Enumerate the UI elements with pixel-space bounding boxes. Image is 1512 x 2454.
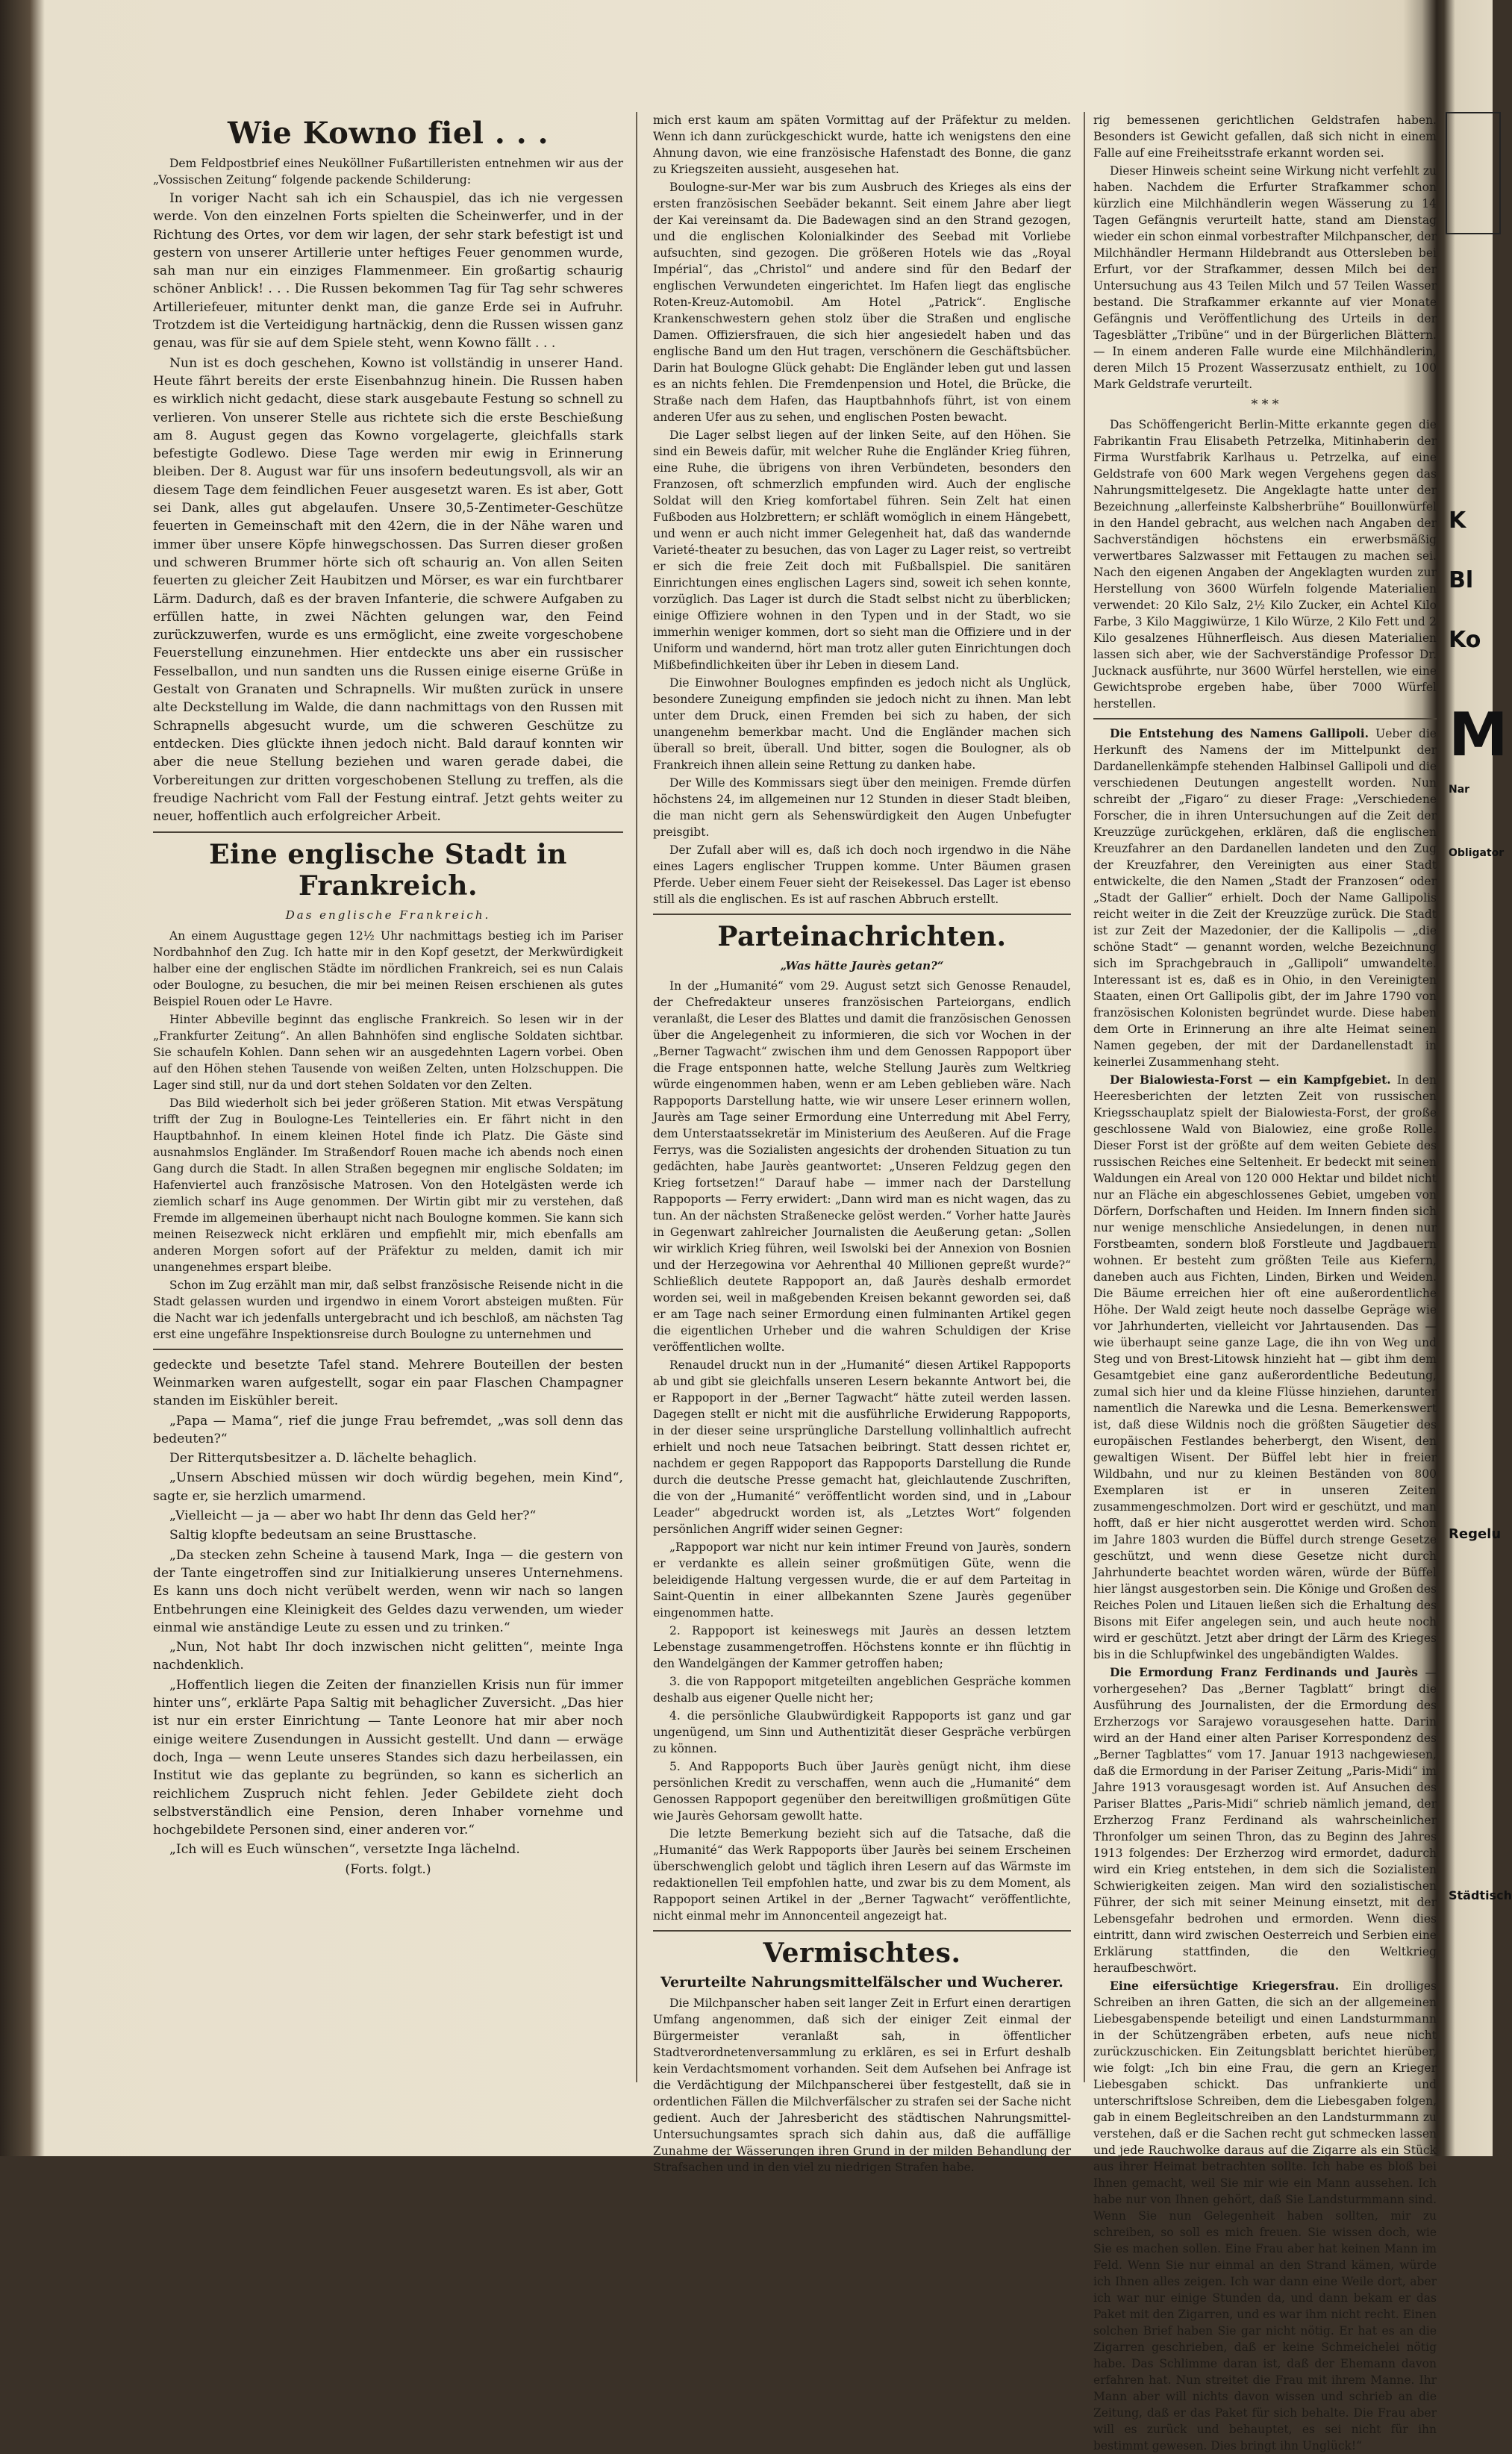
column-2: [653, 112, 1072, 2174]
partei-quote: „Rappoport war nicht nur kein intimer Freund von Jaurès, sondern er verdankte es allein seiner großmütigen Güte, wenn die beleidigende Haltung vergessen wurde, die er auf dem Parteitag in Saint-Quentin in einer allbekannten Szene Jaurès gegenüber eingenommen hatte.: [653, 1540, 1071, 1620]
stadt-paragraph: Der Wille des Kommissars siegt über den meinigen. Fremde dürfen höchstens 24, im allgemeinen nur 12 Stunden in dieser Stadt bleiben, die man nicht gern als Sehenswürdigkeit den Augen Unbefugter preisgibt.: [653, 776, 1071, 839]
stadt-paragraph: Das Bild wiederholt sich bei jeder größeren Station. Mit etwas Verspätung trifft der Zug in Boulogne-Les Teintelleries ein. Er fährt nicht in den Hauptbahnhof. In einem kleinen Hotel finde ich Platz. Die Gäste sind ausnahmslos Engländer. Im Straßendorf Rouen mache ich abends noch einen Gang durch die Stadt. In allen Straßen begegnen mir englische Soldaten; im Hafenviertel auch französische Matrosen. Von den Hotelgästen werde ich ziemlich scharf ins Auge genommen. Der Wirtin gibt mir zu verstehen, daß Fremde im allgemeinen überhaupt nicht nach Boulogne kommen. Sie kann sich meinen Reisezweck nicht erklären und empfiehlt mir, mich ebenfalls am anderen Morgen sofort auf der Präfektur zu melden, damit ich mir unangenehmes erspart bleibe.: [153, 1096, 623, 1274]
novel-paragraph: „Vielleicht — ja — aber wo habt Ihr denn das Geld her?“: [169, 1508, 537, 1524]
stadt-paragraph: Boulogne-sur-Mer war bis zum Ausbruch des Krieges als eins der ersten französischen Seebäder bekannt. Seit einem Jahre aber liegt der Kai vereinsamt da. Die Badewagen sind an den Strand gezogen, und die englischen Kolonialkinder des Seebad mit Vorliebe aufsuchten, sind gezogen. Die größeren Hotels wie das „Royal Impérial“, das „Christol“ und andere sind für den Bedarf der englischen Verwundeten eingerichtet. Im Hafen liegt das englische Roten-Kreuz-Automobil. Am Hotel „Patrick“. Englische Krankenschwestern gehen stolz über die Straßen und englische Damen. Offiziersfrauen, die sich hier angesiedelt haben und das englische Band um den Hut tragen, verschönern die Geschäftsbücher. Darin hat Boulogne Glück gehabt: Die Engländer leben gut und lassen es an nichts fehlen. Die Fremdenpension und Hotel, die Brücke, die Straße nach dem Hafen, das Hauptbahnhofs führt, ist von einem anderen Ufer aus zu sehen, und englischen Posten bewacht.: [653, 181, 1071, 424]
partei-quote: 5. And Rappoports Buch über Jaurès genügt nicht, ihm diese persönlichen Kredit zu verschaffen, wenn auch die „Humanité“ dem Genossen Rappoport gegenüber den bereitwilligen großmütigen Güte wie Jaurès Gehorsam gewollt hatte.: [653, 1760, 1071, 1823]
newspaper-page: [45, 30, 1437, 2453]
partei-quote: 2. Rappoport ist keineswegs mit Jaurès an dessen letztem Lebenstage zusammengetroffen. Höchstens konnte er ihn flüchtig in den Wandelgängen der Kammer getroffen haben;: [653, 1624, 1071, 1671]
fragment-word: Obligator: [1449, 847, 1505, 859]
novel-paragraph: „Unsern Abschied müssen wir doch würdig begehen, mein Kind“, sagte er, sie herzlich umarmend.: [153, 1470, 623, 1504]
fragment-letter: M: [1449, 700, 1508, 769]
section-divider: [153, 1349, 623, 1350]
kowno-paragraph: In voriger Nacht sah ich ein Schauspiel, das ich nie vergessen werde. Von den einzelnen Forts spielten die Scheinwerfer, und in der Richtung des Ortes, vor dem wir lagen, der sehr stark befestigt ist und gestern von unserer Artillerie unter heftiges Feuer genommen wurde, sah man nur ein einziges Flammenmeer. Ein großartig schaurig schöner Anblick! . . . Die Russen bekommen Tag für Tag sehr schweres Artilleriefeuer, mitunter denkt man, die ganze Erde sei in Aufruhr. Trotzdem ist die Verteidigung hartnäckig, denn die Russen wissen ganz genau, was für sie auf dem Spiele steht, wenn Kowno fällt . . .: [153, 191, 623, 352]
adjacent-page-fragment: [1444, 45, 1512, 2135]
stadt-paragraph: Die Einwohner Boulognes empfinden es jedoch nicht als Unglück, besondere Zuneigung empfinden sie jedoch nicht zu ihnen. Man lebt unter dem Druck, einen Fremden bei sich zu haben, der sich unangenehm bemerkbar macht. Und die Engländer machen sich überall so breit, überall. Und bitter, sogen die Boulogner, als ob Frankreich ihnen allein seine Rettung zu danken habe.: [653, 676, 1071, 772]
continued-note: (Forts. folgt.): [345, 1861, 431, 1877]
stadt-continued: mich erst kaum am späten Vormittag auf der Präfektur zu melden. Wenn ich dann zurückgeschickt wurde, hatte ich wenigstens den eine Ahnung davon, wie eine französische Hafenstadt des Bonne, die ganz zu Kriegszeiten aussieht, ausgesehen hat.: [653, 113, 1071, 176]
kowno-intro: Dem Feldpostbrief eines Neuköllner Fußartilleristen entnehmen wir aus der „Vossischen Zeitung“ folgende packende Schilderung:: [153, 157, 623, 187]
kowno-paragraph: Nun ist es doch geschehen, Kowno ist vollständig in unserer Hand. Heute fährt bereits der erste Eisenbahnzug hinein. Die Russen haben es wirklich nicht gedacht, diese stark ausgebaute Festung so schnell zu verlieren. Von unserer Stelle aus richtete sich die erste Beschießung am 8. August gegen das Kowno vorgelagerte, gleichfalls stark befestigte Godlewo. Diese Tage werden mir ewig in Erinnerung bleiben. Der 8. August war für uns insofern bedeutungsvoll, als wir an diesem Tage dem feindlichen Feuer ausgesetzt waren. Es ist aber, Gott sei Dank, alles gut abgelaufen. Unsere 30,5-Zentimeter-Geschütze feuerten in Gemeinschaft mit den 42ern, die in der Nähe waren und immer über unsere Köpfe hinwegschossen. Das Surren dieser großen und schweren Brummer hörte sich oft schaurig an. Von allen Seiten feuerten zu gleicher Zeit Haubitzen und Mörser, es war ein furchtbarer Lärm. Dadurch, daß es der braven Infanterie, die schwere Aufgaben zu erfüllen hatte, in zwei Nächten gelungen war, den Feind zurückzuwerfen, wurde es uns ermöglicht, eine zweite vorgeschobene Feuerstellung einzunehmen. Hier entdeckte uns aber ein russischer Fesselballon, und nun sandten uns die Russen einige eiserne Grüße in Gestalt von Granaten und Schrapnells. Wir mußten zurück in unsere alte Deckstellung im Walde, die dann nachmittags von den Russen mit Schrapnells abgesucht wurde, um die schweren Geschütze zu entdecken. Dies glückte ihnen jedoch nicht. Bald darauf konnten wir aber die neue Stellung beziehen und waren gerade dabei, die Vorbereitungen zur dritten vorgeschobenen Stellung zu treffen, als die freudige Nachricht vom Fall der Festung eintraf. Jetzt gehts weiter zu neuer, hoffentlich auch erfolgreicher Arbeit.: [153, 355, 623, 825]
novel-paragraph: „Papa — Mama“, rief die junge Frau befremdet, „was soll denn das bedeuten?“: [153, 1413, 623, 1446]
gallipoli-heading: Die Entstehung des Namens Gallipoli.: [1110, 726, 1369, 741]
column-3: [1093, 112, 1437, 2453]
column-rule: [636, 112, 637, 2082]
partei-quote: 4. die persönliche Glaubwürdigkeit Rappoports ist ganz und gar ungenügend, um Sinn und Authentizität dieser Gespräche verbürgen zu können.: [653, 1709, 1071, 1756]
novel-paragraph: gedeckte und besetzte Tafel stand. Mehrere Bouteillen der besten Weinmarken waren aufgestellt, sogar ein paar Flaschen Champagner standen im Eiskühler bereit.: [153, 1357, 623, 1409]
fragment-letter: Ko: [1449, 627, 1481, 653]
fragment-word: Städtisch: [1449, 1888, 1512, 1902]
ad-box: [1446, 112, 1501, 234]
stadt-paragraph: Schon im Zug erzählt man mir, daß selbst französische Reisende nicht in die Stadt gelassen wurden und irgendwo in einem Vorort absteigen mußten. Für die Nacht war ich jedenfalls untergebracht und ich beschloß, am nächsten Tag erst eine ungefähre Inspektionsreise durch Boulogne zu unternehmen und: [153, 1278, 623, 1341]
stadt-paragraph: Die Lager selbst liegen auf der linken Seite, auf den Höhen. Sie sind ein Beweis dafür, mit welcher Ruhe die Engländer Krieg führen, eine Ruhe, die übrigens von ihren Verbündeten, besonders den Franzosen, oft schmerzlich empfunden wird. Auch der englische Soldat will den Krieg komfortabel führen. Sein Zelt hat einen Fußboden aus Holzbrettern; er schläft womöglich in einem Hängebett, und wenn er auch nicht immer Gelegenheit hat, daß das wandernde Varieté-theater zu besuchen, das von Lager zu Lager reist, so vertreibt er sich die freie Zeit doch mit Fußballspiel. Die sanitären Einrichtungen eines englischen Lagers sind, soweit ich sehen konnte, vorzüglich. Das Lager ist durch die Stadt selbst nicht zu überblicken; einige Offiziere wohnen in den Typen und in der Stadt, wo sie immerhin weniger kommen, dort so sieht man die Offiziere und in der Uniform und wandernd, hört man trotz aller guten Einrichtungen doch Mißbefindlichkeiten über ihr Leben in diesem Land.: [653, 428, 1071, 672]
fragment-letter: Bl: [1449, 567, 1474, 593]
column-rule: [1084, 112, 1085, 2082]
novel-paragraph: „Ich will es Euch wünschen“, versetzte Inga lächelnd.: [169, 1842, 520, 1858]
partei-quote: 3. die von Rappoport mitgeteilten angeblichen Gespräche kommen deshalb aus eigener Quelle nicht her;: [653, 1675, 1071, 1705]
gallipoli-text: Ueber die Herkunft des Namens der im Mittelpunkt der Dardanellenkämpfe stehenden Halbinsel Gallipoli und die verschiedenen Deutungen angestellt worden. Nun schreibt der „Figaro“ zu dieser Frage: „Verschiedene Forscher, die in ihren Untersuchungen auf die Zeit der Kreuzzüge zurückgehen, erklären, daß die englischen Kreuzfahrer an den Dardanellen landeten und den Zug der Kreuzfahrer, den Vereinigten aus einer Stadt entwickelte, die den Namen „Stadt der Franzosen“ oder „Stadt der Gallier“ erhielt. Doch der Name Gallipolis reicht weiter in die Zeit der Kreuzzüge zurück. Die Stadt ist zur Zeit der Mazedonier, der die Kallipolis — „die schöne Stadt“ — genannt worden, welche Bezeichnung sich im Sprachgebrauch in „Gallipoli“ umwandelte. Interessant ist es, daß es in Ohio, in den Vereinigten Staaten, einen Ort Gallipolis gibt, der im Jahre 1790 von französischen Kolonisten begründet wurde. Diese haben dem Orte in Erinnerung an ihre alte Heimat seinen Namen gegeben, der mit der Dardanellenstadt in keinerlei Zusammenhang steht.: [1093, 727, 1437, 1070]
vermischtes-paragraph: Die Milchpanscher haben seit langer Zeit in Erfurt einen derartigen Umfang angenommen, daß sich der einiger Zeit einmal der Bürgermeister veranlaßt sah, in öffentlicher Stadtverordnetenversammlung zu erklären, es sei in Erfurt deshalb kein Verdachtsmoment vorhanden. Seit dem Aufsehen bei Anfrage ist die Verdächtigung der Milchpanscherei über festgestellt, daß sie in ordentlichen Fällen die Milchverfälscher zu strafen sei der Sache nicht gedient. Auch der Jahresbericht des städtischen Nahrungsmittel-Untersuchungsamtes sprach sich dahin aus, daß die auffällige Zunahme der Wässerungen ihren Grund in der milden Behandlung der Strafsachen und in den viel zu niedrigen Strafen habe.: [653, 1996, 1071, 2174]
fragment-word: Nar: [1449, 784, 1470, 796]
kriegersfrau-heading: Eine eifersüchtige Kriegersfrau.: [1110, 1979, 1340, 1994]
partei-paragraph: Renaudel druckt nun in der „Humanité“ diesen Artikel Rappoports ab und gibt sie gleichfalls unseren Lesern bekannte Antwort bei, die er Rappoport in der „Berner Tagwacht“ hätte zuteil werden lassen. Dagegen stellt er nicht mit die ausführliche Erwiderung Rappoports, in der dieser seine ursprüngliche Darstellung vollinhaltlich aufrecht erhielt und noch neue Tatsachen beibringt. Statt dessen richtet er, nachdem er gegen Rappoport das Rappoports Darstellung die Runde durch die deutsche Presse gemacht hat, gleichlautende Zuschriften, die von der „Humanité“ veröffentlicht worden sind, und in „Labour Leader“ abgedruckt worden ist, als „Letztes Wort“ folgenden persönlichen Angriff wider seinen Gegner:: [653, 1358, 1071, 1537]
kriegersfrau-text: Ein drolliges Schreiben an ihren Gatten, die sich an der allgemeinen Liebesgabenspende beteiligt und einen Landsturmmann in der Schützengräben erbeten, aufs neue nicht zurückzuschicken. Ein Zeitungsblatt berichtet hierüber, wie folgt: „Ich bin eine Frau, die gern an Krieger Liebesgaben schickt. Das unfrankierte und unterschriftslose Schreiben, dem die Liebesgaben folgen, gab in einem Begleitschreiben an den Landsturmmann zu verstehen, daß er die Sachen recht gut schmecken lassen und jede Rauchwolke daraus auf die Zigarre als ein Stück aus ihrer Heimat betrachten sollte. Ich habe es bloß bei Ihnen gemacht, weil Sie mir wie ein Mann aussehen. Ich habe nur von Ihnen gehört, daß Sie Landsturmmann sind. Wenn Sie nun Gelegenheit haben sollten, mir zu schreiben, so soll es mich freuen. Sie wissen doch, wie Sie es machen sollen. Eine Frau aber hat keinen Mann im Feld. Wenn Sie nur einmal an den Strand kämen, würde ich Ihnen alles zeigen. Ich war dann eine Weile dort, aber ich war nur einige Stunden da, und dann bekam er das Paket mit den Zigarren, und es war ihm nicht recht. Einen solchen Brief haben Sie gar nicht nötig. Er hat es an die Zigarren geschrieben, daß er keine Schmeichelei nötig habe. Das Schlimme daran ist, daß der Ehemann davon erfahren hat. Nun streitet die Frau mit ihrem Manne. Ihr Mann aber will nichts davon wissen und schrieb an die Zeitung, daß er das Paket für sich behalte. Die Frau aber will es zurück und behauptet, es sei nicht für ihn bestimmt gewesen. Dies bringt ihn Unglück!“: [1093, 1979, 1437, 2453]
vermischtes-subheadline: Verurteilte Nahrungsmittelfälscher und Wucherer.: [660, 1974, 1063, 1991]
bialowiesta-heading: Der Bialowiesta-Forst — ein Kampfgebiet.: [1110, 1073, 1391, 1087]
kowno-headline: Wie Kowno fiel . . .: [227, 116, 549, 151]
novel-paragraph: „Da stecken zehn Scheine à tausend Mark, Inga — die gestern von der Tante eingetroffen sind zur Initialkierung unseres Unternehmens. Es kann uns doch nicht verübelt werden, wenn wir nach so langen Entbehrungen eine Kleinigkeit des Geldes dazu verwenden, um wieder einmal wie anständige Leute zu essen und zu trinken.“: [153, 1547, 623, 1635]
bialowiesta-text: In den Heeresberichten der letzten Zeit von russischen Kriegsschauplatz spielt der Bialowiesta-Forst, der große geschlossene Wald von Bialowiez, eine große Rolle. Dieser Forst ist der größte auf dem weiten Gebiete des russischen Reiches eine Seltenheit. Er bedeckt mit seinen Waldungen ein Areal von 120 000 Hektar und bildet nicht nur an Fläche ein abgeschlossenes Gebiet, umgeben von Dörfern, Dorfschaften und Heiden. Im Innern finden sich nur wenige menschliche Ansiedelungen, in denen nur Forstbeamten, sondern bloß Forstleute und Jagdbauern wohnen. Er besteht zum größten Teile aus Kiefern, daneben auch aus Fichten, Linden, Birken und Weiden. Die Bäume erreichen hier oft eine außerordentliche Höhe. Der Wald zeigt heute noch dasselbe Gepräge wie vor Jahrhunderten, vielleicht vor Jahrtausenden. Das — wie überhaupt seine ganze Lage, die ihn von Weg und Steg und von Brest-Litowsk hinzieht hat — gibt ihm dem Gesamtgebiet eine ganz außerordentliche Bedeutung, zumal sich hier und da kleine Flüsse hinziehen, darunter namentlich die Narewka und die Lesna. Bemerkenswert ist, daß diese Wildnis noch die größten Säugetier des europäischen Festlandes beherbergt, den Wisent, den gewaltigen Wisent. Der Büffel lebt hier in freier Wildbahn, und nur zu kleinen Beständen von 800 Exemplaren ist er in unseren Zeiten zusammengeschmolzen. Dort wird er geschützt, und man hofft, daß er hier nicht ausgerottet werden wird. Schon im Jahre 1803 wurden die Büffel durch strenge Gesetze geschützt, und wenn diese Gesetze nicht durch Jahrhunderte beachtet worden wären, würde der Büffel hier längst ausgestorben sein. Die Könige und Großen des Reiches Polen und Litauen ließen sich die Erhaltung des Bisons mit Eifer angelegen sein, und auch heute noch wird er geschützt. Jetzt aber dringt der Lärm des Krieges bis in die Schlupfwinkel des ungebändigten Waldes.: [1093, 1073, 1437, 1662]
section-divider: [653, 914, 1071, 915]
novel-paragraph: Saltig klopfte bedeutsam an seine Brusttasche.: [169, 1528, 477, 1543]
ermordung-heading: Die Ermordung Franz Ferdinands und Jaurès: [1110, 1665, 1418, 1680]
column-1: [153, 112, 623, 2082]
stadt-headline: Eine englische Stadt in Frankreich.: [209, 839, 567, 902]
section-divider: [153, 831, 623, 833]
partei-paragraph: In der „Humanité“ vom 29. August setzt sich Genosse Renaudel, der Chefredakteur unseres französischen Parteiorgans, endlich veranlaßt, die Leser des Blattes und damit die französischen Genossen über die Angelegenheit zu informieren, die sich vor Wochen in der „Berner Tagwacht“ zwischen ihm und dem Genossen Rappoport über die Frage entsponnen hatte, welche Stellung Jaurès zum Weltkrieg würde eingenommen haben, wenn er am Leben geblieben wäre. Nach Rappoports Darstellung hatte, wie wir unsere Leser erinnern wollen, Jaurès am Tage seiner Ermordung eine Unterredung mit Abel Ferry, dem Unterstaatssekretär im Ministerium des Aeußeren. Auf die Frage Ferrys, was die Sozialisten angesichts der drohenden Situation zu tun gedächten, habe Jaurès geantwortet: „Unseren Feldzug gegen den Krieg fortsetzen!“ Darauf habe — immer nach der Darstellung Rappoports — Ferry erwidert: „Dann wird man es nicht wagen, das zu tun. An der nächsten Straßenecke gelöst werden.“ Vorher hatte Jaurès in Gegenwart zahlreicher Journalisten die Aeußerung getan: „Sollen wir wirklich Krieg führen, weil Iswolski bei der Annexion von Bosnien und der Herzegowina vor Aehrenthal 40 Millionen gepreßt wurde?“ Schließlich deutete Rappoport an, daß Jaurès deshalb ermordet worden sei, weil in maßgebenden Kreisen bekannt geworden sei, daß er am Tage nach seiner Ermordung einen fulminanten Artikel gegen die eigentlichen Urheber und die wahren Schuldigen der Krise veröffentlichen wollte.: [653, 979, 1071, 1355]
stadt-subheadline: Das englische Frankreich.: [285, 908, 491, 922]
section-divider: [653, 1930, 1071, 1932]
vermischtes-paragraph: rig bemessenen gerichtlichen Geldstrafen haben. Besonders ist Gewicht gefallen, daß sich nicht in einem Falle auf eine Freiheitsstrafe erkannt worden sei.: [1093, 113, 1437, 160]
stadt-paragraph: Hinter Abbeville beginnt das englische Frankreich. So lesen wir in der „Frankfurter Zeitung“. An allen Bahnhöfen sind englische Soldaten sichtbar. Sie schaufeln Kohlen. Dann sehen wir an ausgedehnten Lagern vorbei. Oben auf den Höhen stehen Tausende von weißen Zelten, unten Holzschuppen. Die Lager sind still, nur da und dort stehen Soldaten vor den Zelten.: [153, 1012, 623, 1092]
section-divider: [1093, 718, 1437, 719]
stadt-paragraph: Der Zufall aber will es, daß ich doch noch irgendwo in die Nähe eines Lagers englischer Truppen komme. Unter Bäumen grasen Pferde. Ueber einem Feuer sieht der Reisekessel. Das Lager ist ebenso still als die englischen. Es ist auf raschen Abbruch erstellt.: [653, 843, 1072, 906]
separator-stars: * * *: [1251, 397, 1279, 412]
vermischtes-paragraph: Das Schöffengericht Berlin-Mitte erkannte gegen die Fabrikantin Frau Elisabeth Petrzelka, Mitinhaberin der Firma Wurstfabrik Karlhaus u. Petrzelka, auf eine Geldstrafe von 600 Mark wegen Vergehens gegen das Nahrungsmittelgesetz. Die Angeklagte hatte unter der Bezeichnung „allerfeinste Kalbsherbrühe“ Bouillonwürfel in den Handel gebracht, aus welchen nach Angaben der Sachverständigen höchstens ein erwerbsmäßig verwertbares Salzwasser mit Fettaugen zu machen sei. Nach den eigenen Angaben der Angeklagten wurden zur Herstellung von 3600 Würfeln folgende Materialien verwendet: 20 Kilo Salz, 2½ Kilo Zucker, ein Achtel Kilo Farbe, 3 Kilo Maggiwürze, 1 Kilo Würze, 2 Kilo Fett und 2 Kilo gesalzenes Hühnerfleisch. Aus diesen Materialien lassen sich aber, wie der Sachverständige Professor Dr. Jucknack ausführte, nur 3600 Würfel herstellen, wie eine Gewichtsprobe ergeben habe, über 7000 Würfel herstellen.: [1093, 418, 1437, 711]
vermischtes-headline: Vermischtes.: [763, 1938, 961, 1970]
novel-paragraph: „Nun, Not habt Ihr doch inzwischen nicht gelitten“, meinte Inga nachdenklich.: [153, 1640, 623, 1673]
partei-paragraph: Die letzte Bemerkung bezieht sich auf die Tatsache, daß die „Humanité“ das Werk Rappoports über Jaurès bei seinem Erscheinen überschwenglich gelobt und täglich ihren Lesern auf das Wärmste im redaktionellen Teil empfohlen hatte, und zwar bis zu dem Moment, als Rappoport seinen Artikel in der „Berner Tagwacht“ veröffentlichte, nicht einmal mehr im Annoncenteil angezeigt hat.: [653, 1827, 1071, 1923]
fragment-letter: K: [1449, 508, 1466, 534]
partei-headline: Parteinachrichten.: [717, 921, 1007, 952]
partei-subheadline: „Was hätte Jaurès getan?“: [780, 959, 944, 972]
stadt-paragraph: An einem Augusttage gegen 12½ Uhr nachmittags bestieg ich im Pariser Nordbahnhof den Zug. Ich hatte mir in den Kopf gesetzt, der Merkwürdigkeit halber eine der englischen Städte im nördlichen Frankreich, sei es nun Calais oder Boulogne, zu besuchen, die mir bei meinen Reisen erschienen als gutes Beispiel Rouen oder Le Havre.: [153, 928, 623, 1008]
fragment-word: Regelu: [1449, 1526, 1502, 1542]
novel-paragraph: Der Ritterqutsbesitzer a. D. lächelte behaglich.: [169, 1451, 477, 1467]
ermordung-text: — vorhergesehen? Das „Berner Tagblatt“ bringt die Ausführung des Journalisten, der die Ermordung des Erzherzogs vor Sarajewo vorausgesehen hatte. Darin wird an der Hand einer alten Pariser Korrespondenz des „Berner Tagblattes“ vom 17. Januar 1913 nachgewiesen, daß die Ermordung in der Pariser Zeitung „Paris-Midi“ im Jahre 1913 vorausgesagt worden ist. Auf Ansuchen des Pariser Blattes „Paris-Midi“ schrieb nämlich jemand, der Erzherzog Franz Ferdinand als wahrscheinlicher Thronfolger um seinen Thron, das zu Beginn des Jahres 1913 folgendes: Der Erzherzog wird ermordet, dadurch wird ein Krieg entstehen, in dem sich die Sozialisten Schwierigkeiten zeigen. Man wird den sozialistischen Führer, der sich mit seiner Meinung einsetzt, mit der Lebensgefahr bedrohen und ermorden. Wenn dies eintritt, dann wird zwischen Oesterreich und Serbien eine Erklärung stattfinden, die den Weltkrieg heraufbeschwört.: [1093, 1666, 1437, 1976]
novel-paragraph: „Hoffentlich liegen die Zeiten der finanziellen Krisis nun für immer hinter uns“, erklärte Papa Saltig mit behaglicher Zuversicht. „Das hier ist nur ein erster Einrichtung — Tante Leonore hat mir aber noch einige weitere Zusendungen in Aussicht gestellt. Und dann — erwäge doch, Inga — wenn Leute unseres Standes sich dazu herbeilassen, ein Institut wie das geplante zu begründen, so kann es sicherlich an reichlichem Zuspruch nicht fehlen. Jeder Gebildete zieht doch selbstverständlich eine Pension, deren Inhaber vornehme und hochgebildete Personen sind, einer anderen vor.“: [153, 1677, 623, 1838]
vermischtes-paragraph: Dieser Hinweis scheint seine Wirkung nicht verfehlt zu haben. Nachdem die Erfurter Strafkammer schon kürzlich eine Milchhändlerin wegen Wässerung zu 14 Tagen Gefängnis verurteilt hatte, stand am Dienstag wieder ein schon einmal vorbestrafter Milchpanscher, der Milchhändler Hermann Hildebrandt aus Ottersleben bei Erfurt, vor der Strafkammer, dessen Milch bei der Untersuchung aus 43 Teilen Milch und 57 Teilen Wasser bestand. Die Strafkammer erkannte auf vier Monate Gefängnis und Veröffentlichung des Urteils in der Tagesblätter „Tribüne“ und in der Bürgerlichen Blättern. — In einem anderen Falle wurde eine Milchhändlerin, deren Milch 15 Prozent Wasserzusatz enthielt, zu 100 Mark Geldstrafe verurteilt.: [1093, 164, 1437, 391]
